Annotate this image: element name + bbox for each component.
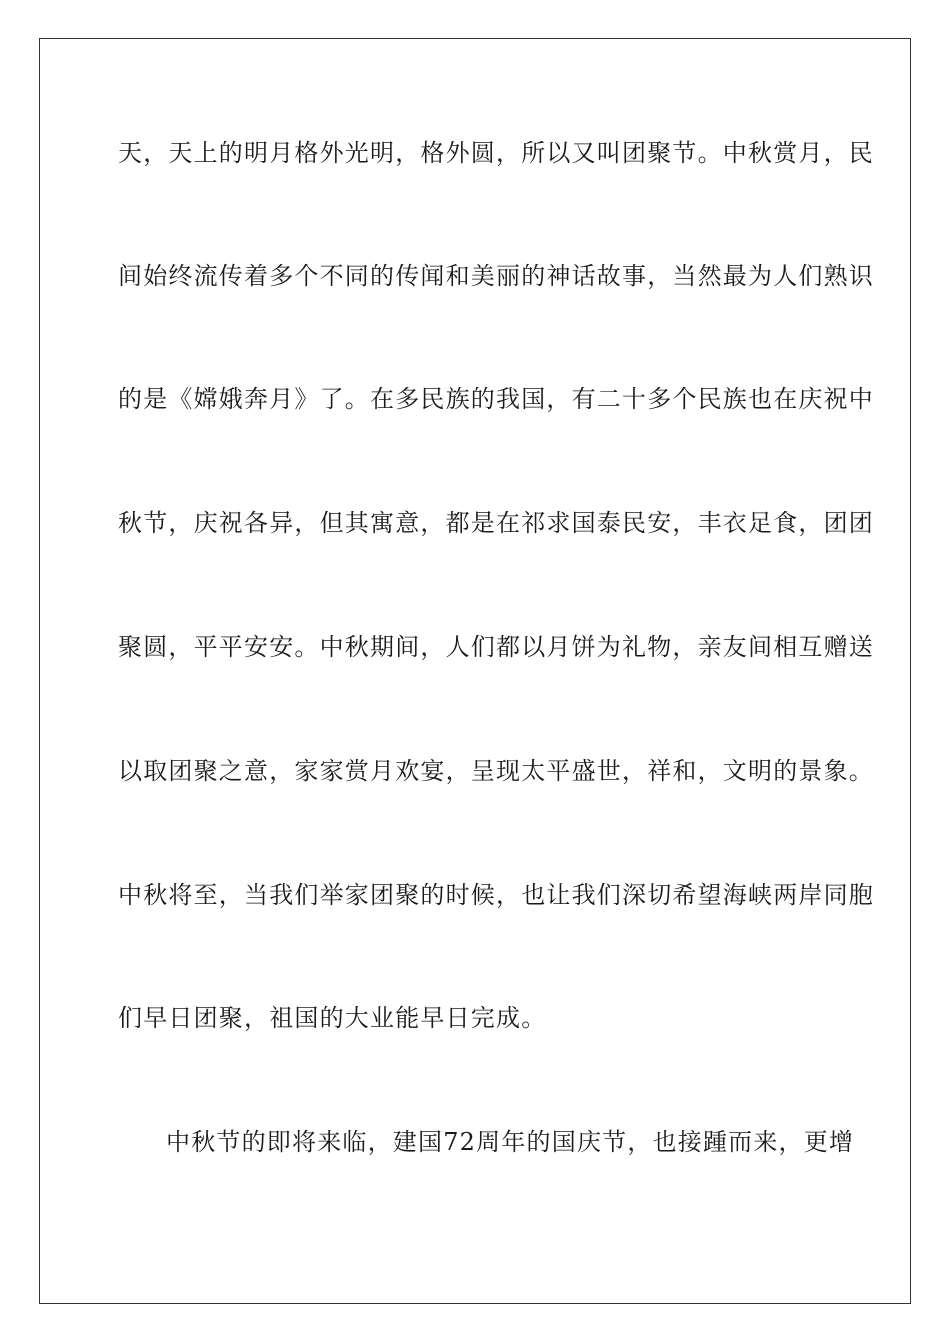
- text-line-6: 以取团聚之意，家家赏月欢宴，呈现太平盛世，祥和，文明的景象。: [118, 757, 874, 785]
- text-line-2: 间始终流传着多个不同的传闻和美丽的神话故事，当然最为人们熟识: [118, 262, 874, 290]
- text-line-3: 的是《嫦娥奔月》了。在多民族的我国，有二十多个民族也在庆祝中: [118, 385, 874, 413]
- page-border: [39, 38, 911, 1304]
- paragraph-start-line: 中秋节的即将来临，建国72周年的国庆节，也接踵而来，更增: [166, 1128, 855, 1156]
- text-line-8: 们早日团聚，祖国的大业能早日完成。: [118, 1004, 547, 1032]
- text-line-7: 中秋将至，当我们举家团聚的时候，也让我们深切希望海峡两岸同胞: [118, 881, 874, 909]
- text-line-4: 秋节，庆祝各异，但其寓意，都是在祁求国泰民安，丰衣足食，团团: [118, 509, 874, 537]
- text-line-5: 聚圆，平平安安。中秋期间，人们都以月饼为礼物，亲友间相互赠送: [118, 633, 874, 661]
- text-line-1: 天，天上的明月格外光明，格外圆，所以又叫团聚节。中秋赏月，民: [118, 139, 874, 167]
